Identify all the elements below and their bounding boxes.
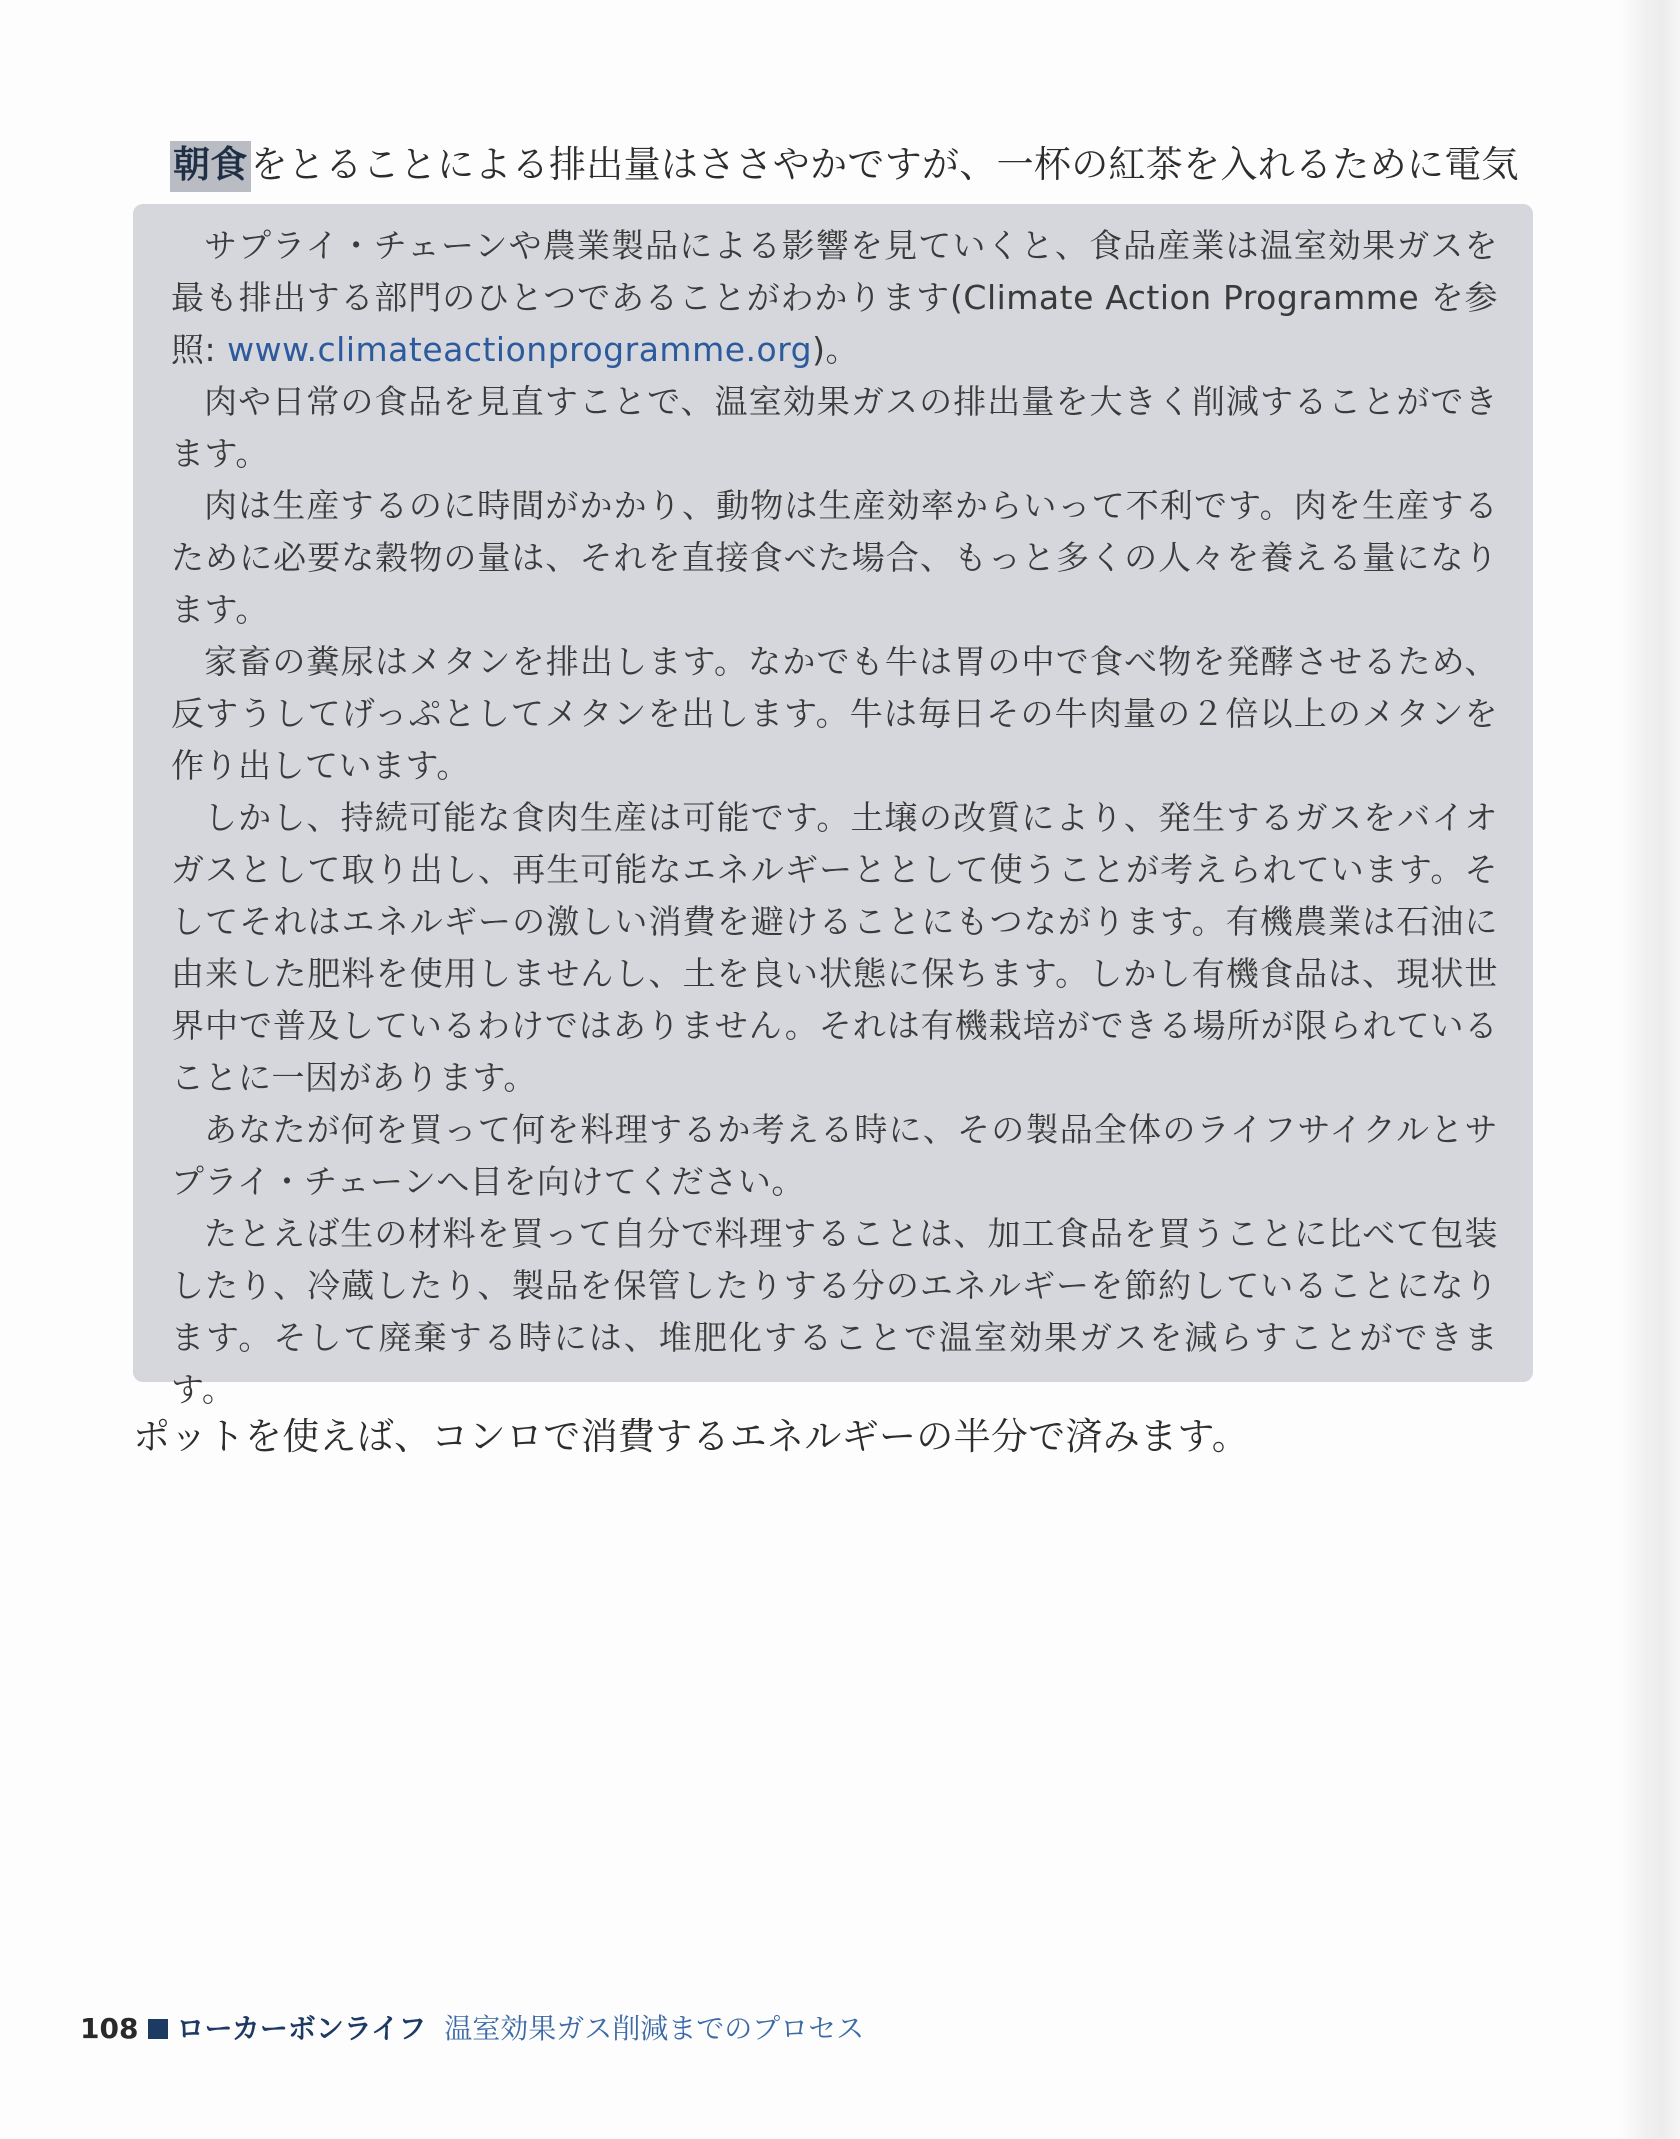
box-paragraph-6: あなたが何を買って何を料理するか考える時に、その製品全体のライフサイクルとサプライ・チェーンへ目を向けてください。: [171, 1110, 1498, 1201]
square-bullet-icon: [148, 2019, 168, 2039]
box-paragraph-5: しかし、持続可能な食肉生産は可能です。土壌の改質により、発生するガスをバイオガスとして取り出し、再生可能なエネルギーととして使うことが考えられています。そしてそれはエネルギーの激しい消費を避けることにもつながります。有機農業は石油に由来した肥料を使用しませんし、土を良い状態に保ちます。しかし有機食品は、現状世界中で普及しているわけではありません。それは有機栽培ができる場所が限られていることに一因があります。: [171, 798, 1498, 1097]
climate-action-link[interactable]: www.climateactionprogramme.org: [227, 330, 813, 369]
highlighted-keyword: 朝食: [170, 141, 251, 192]
page-number: 108: [80, 2012, 139, 2045]
chapter-subtitle: 温室効果ガス削減までのプロセス: [444, 2012, 865, 2045]
box-paragraph-3: 肉は生産するのに時間がかかり、動物は生産効率からいって不利です。肉を生産するために必要な穀物の量は、それを直接食べた場合、もっと多くの人々を養える量になります。: [171, 486, 1498, 629]
outro-line: ポットを使えば、コンロで消費するエネルギーの半分で済みます。: [133, 1415, 1250, 1458]
info-box: [133, 204, 1533, 1409]
box-paragraph-1-text: サプライ・チェーンや農業製品による影響を見ていくと、食品産業は温室効果ガスを最も排出する部門のひとつであることがわかります(Climate Action Programme を参照:: [171, 226, 1498, 369]
box-paragraph-4: 家畜の糞尿はメタンを排出します。なかでも牛は胃の中で食べ物を発酵させるため、反すうしてげっぷとしてメタンを出します。牛は毎日その牛肉量の２倍以上のメタンを作り出しています。: [171, 642, 1498, 785]
intro-text: をとることによる排出量はささやかですが、一杯の紅茶を入れるために電気: [250, 143, 1519, 186]
series-title: ローカーボンライフ: [176, 2012, 427, 2045]
box-paragraph-1-end: )。: [812, 330, 860, 369]
intro-line: [170, 140, 1540, 190]
box-paragraph-2: 肉や日常の食品を見直すことで、温室効果ガスの排出量を大きく削減することができます。: [171, 382, 1498, 473]
page-footer: [80, 2011, 864, 2047]
box-paragraph-1: [171, 220, 1498, 376]
box-paragraph-7: たとえば生の材料を買って自分で料理することは、加工食品を買うことに比べて包装したり、冷蔵したり、製品を保管したりする分のエネルギーを節約していることになります。そして廃棄する時には、堆肥化することで温室効果ガスを減らすことができます。: [171, 1214, 1499, 1409]
page-edge-shadow: [1620, 0, 1680, 2139]
